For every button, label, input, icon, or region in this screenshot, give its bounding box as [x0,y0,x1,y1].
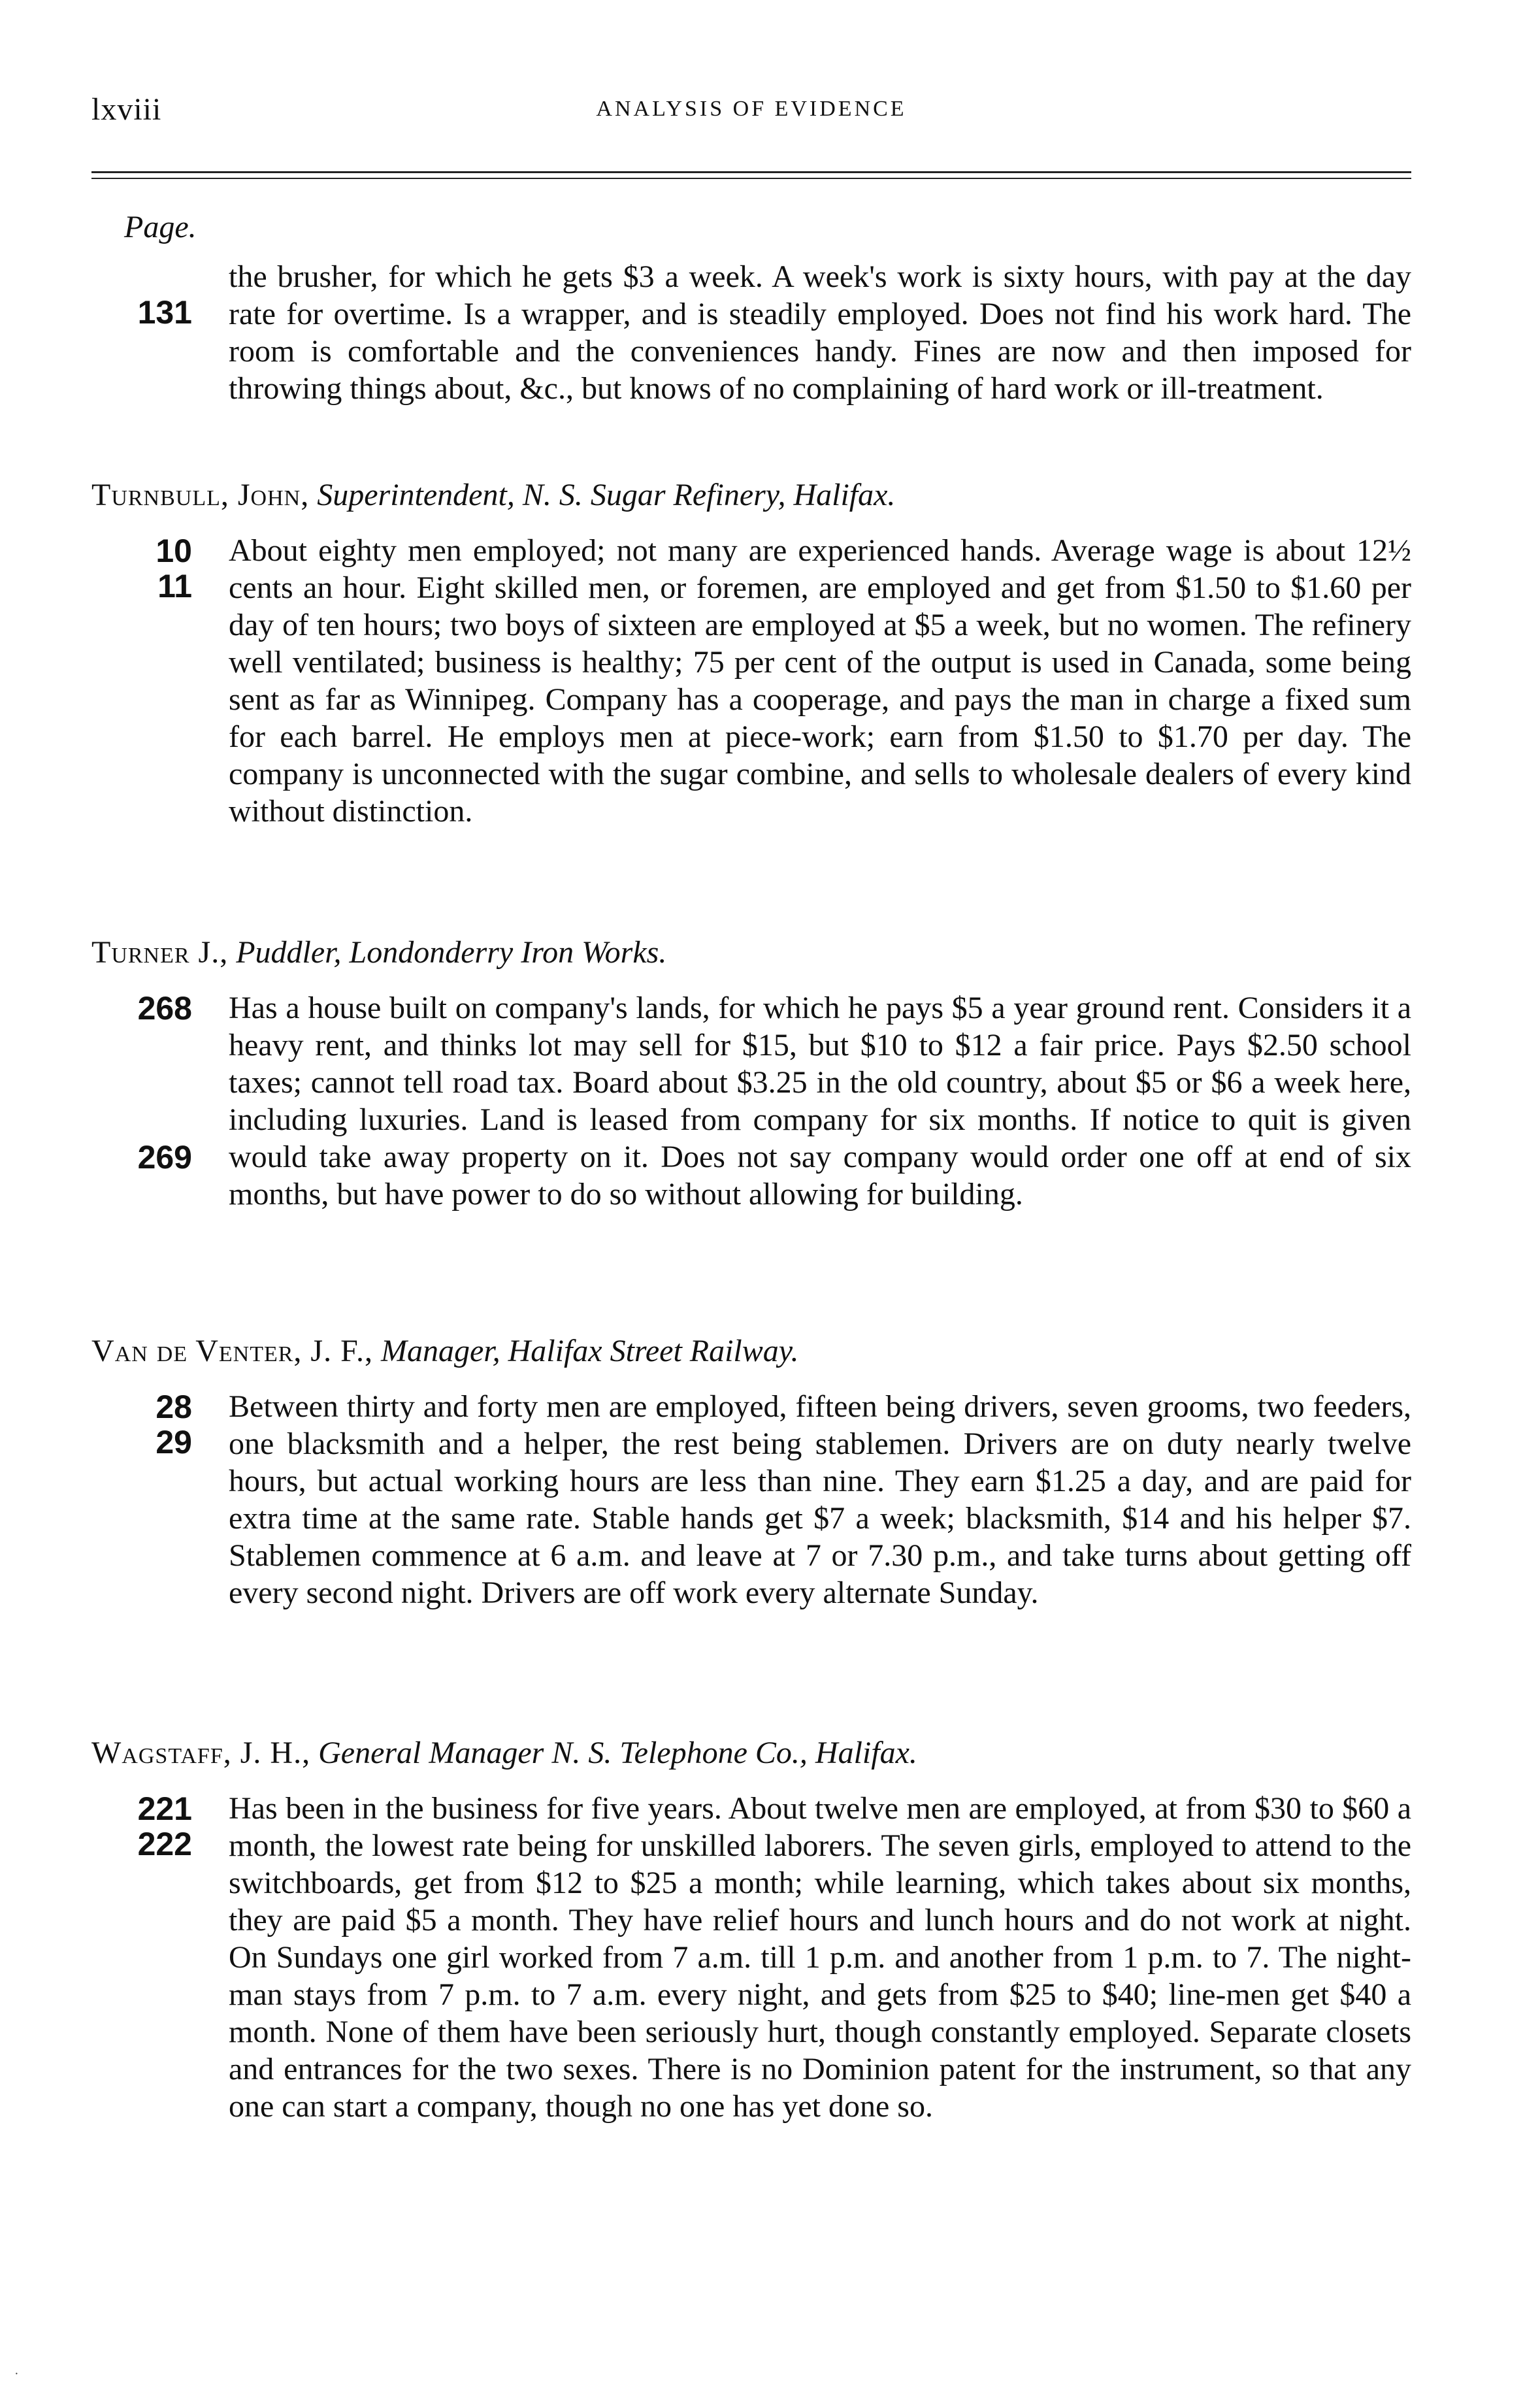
witness-name: Turnbull, John, [91,478,310,512]
header-rule [91,171,1411,173]
entry-body [91,989,1411,1213]
entry-continuation [91,258,1411,438]
witness-role: General Manager N. S. Telephone Co., Halifax. [318,1736,917,1770]
entry-turnbull [91,477,1411,861]
entry-heading [91,477,1411,518]
entry-wagstaff [91,1735,1411,2156]
entry-body [91,1790,1411,2125]
page-reference: 268 [137,990,192,1027]
witness-name: Van de Venter, J. F., [91,1334,373,1368]
entry-body [91,532,1411,830]
entry-body [91,258,1411,407]
witness-name: Turner J., [91,935,229,970]
entry-van-de-venter [91,1333,1411,1643]
witness-role: Manager, Halifax Street Railway. [380,1334,799,1368]
page-reference: 221 [137,1790,192,1827]
running-head: ANALYSIS OF EVIDENCE [596,97,907,121]
entry-text: Has a house built on company's lands, for which he pays $5 a year ground rent. Considers it a heavy rent, and thinks lot may sell for $15, but $10 to $12 a fair price. Pays $2.50 school taxes; cannot tell road tax. Board about $3.25 in the old country, about $5 or $6 a week here, including luxuries. Land is leased from company for six months. If notice to quit is given would take away property on it. Does not say company would order one off at end of six months, but have power to do so without allowing for building. [229,991,1411,1211]
page-reference: 10 [156,533,192,569]
scan-speck: · [14,2367,19,2381]
entry-turner [91,934,1411,1244]
page-number: lxviii [91,92,162,127]
entry-text: the brusher, for which he gets $3 a week. A week's work is sixty hours, with pay at the day rate for overtime. Is a wrapper, and is steadily employed. Does not find his work hard. The room is comfortable and the conveniences handy. Fines are now and then imposed for throwing things about, &c., but knows of no complaining of hard work or ill-treatment. [229,259,1411,406]
entry-body [91,1388,1411,1611]
page-reference: 29 [156,1424,192,1460]
entry-text: Between thirty and forty men are employed, fifteen being drivers, seven grooms, two feeders, one blacksmith and a helper, the rest being stablemen. Drivers are on duty nearly twelve hours, but actual working hours are less than nine. They earn $1.25 a day, and are paid for extra time at the same rate. Stable hands get $7 a week; blacksmith, $14 and his helper $7. Stablemen commence at 6 a.m. and leave at 7 or 7.30 p.m., and take turns about getting off every second night. Drivers are off work every alternate Sunday. [229,1389,1411,1610]
witness-role: Puddler, Londonderry Iron Works. [236,935,667,970]
page-reference: 269 [137,1139,192,1176]
entry-heading [91,1735,1411,1775]
entry-text: Has been in the business for five years. About twelve men are employed, at from $30 to $60 a month, the lowest rate being for unskilled laborers. The seven girls, employed to attend to the switchboards, get from $12 to $25 a month; while learning, which takes about six months, they are paid $5 a month. They have relief hours and lunch hours and do not work at night. On Sundays one girl worked from 7 a.m. till 1 p.m. and another from 1 p.m. to 7. The night-man stays from 7 p.m. to 7 a.m. every night, and gets from $25 to $40; line-men get $40 a month. None of them have been seriously hurt, though constantly employed. Separate closets and entrances for the two sexes. There is no Dominion patent for the instrument, so that any one can start a company, though no one has yet done so. [229,1791,1411,2124]
page-column-label: Page. [124,210,197,244]
page-reference: 11 [157,568,192,604]
page-header [91,91,1411,137]
witness-name: Wagstaff, J. H., [91,1736,311,1770]
page-reference: 131 [137,294,192,331]
header-rule-thin [91,178,1411,179]
entry-heading [91,934,1411,975]
witness-role: Superintendent, N. S. Sugar Refinery, Halifax. [317,478,896,512]
page-reference: 28 [156,1389,192,1425]
entry-text: About eighty men employed; not many are experienced hands. Average wage is about 12½ cents an hour. Eight skilled men, or foremen, are employed and get from $1.50 to $1.60 per day of ten hours; two boys of sixteen are employed at $5 a week, but no women. The refinery well ventilated; business is healthy; 75 per cent of the output is used in Canada, some being sent as far as Winnipeg. Company has a cooperage, and pays the man in charge a fixed sum for each barrel. He employs men at piece-work; earn from $1.50 to $1.70 per day. The company is unconnected with the sugar combine, and sells to wholesale dealers of every kind without distinction. [229,533,1411,829]
entry-heading [91,1333,1411,1374]
page-reference: 222 [137,1826,192,1862]
